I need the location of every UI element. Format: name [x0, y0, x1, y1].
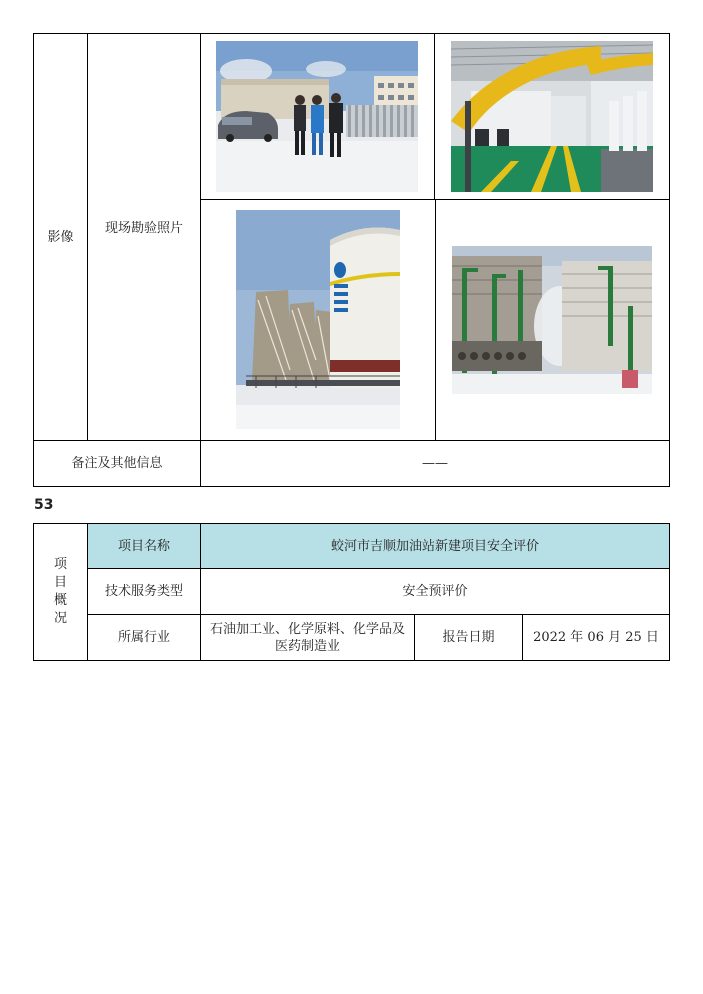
side-char: 况	[53, 611, 67, 626]
service-type-value: 安全预评价	[402, 584, 468, 599]
project-name-label: 项目名称	[117, 538, 170, 554]
remarks-value: ——	[422, 456, 448, 471]
industry-label: 所属行业	[117, 630, 170, 645]
row-label-image: 影像	[47, 229, 74, 245]
side-char: 项	[53, 557, 67, 572]
service-type-label: 技术服务类型	[104, 584, 183, 599]
industry-value: 石油加工业、化学原料、化学品及医药制造业	[209, 621, 405, 654]
factory-interior-photo	[451, 41, 653, 192]
report-date-label: 报告日期	[442, 630, 495, 645]
side-char: 目	[53, 575, 67, 590]
report-date-value: 2022 年 06 月 25 日	[533, 630, 659, 645]
cooling-tower-photo	[452, 246, 652, 394]
remarks-label: 备注及其他信息	[71, 456, 163, 471]
site-team-photo	[216, 41, 418, 192]
site-photos-label: 现场勘验照片	[104, 220, 183, 236]
project-overview-side-label	[34, 524, 87, 660]
side-char: 概	[53, 593, 67, 608]
project-name-value: 蛟河市吉顺加油站新建项目安全评价	[330, 538, 539, 554]
section-number: 53	[34, 497, 54, 513]
storage-tank-photo	[236, 210, 400, 429]
